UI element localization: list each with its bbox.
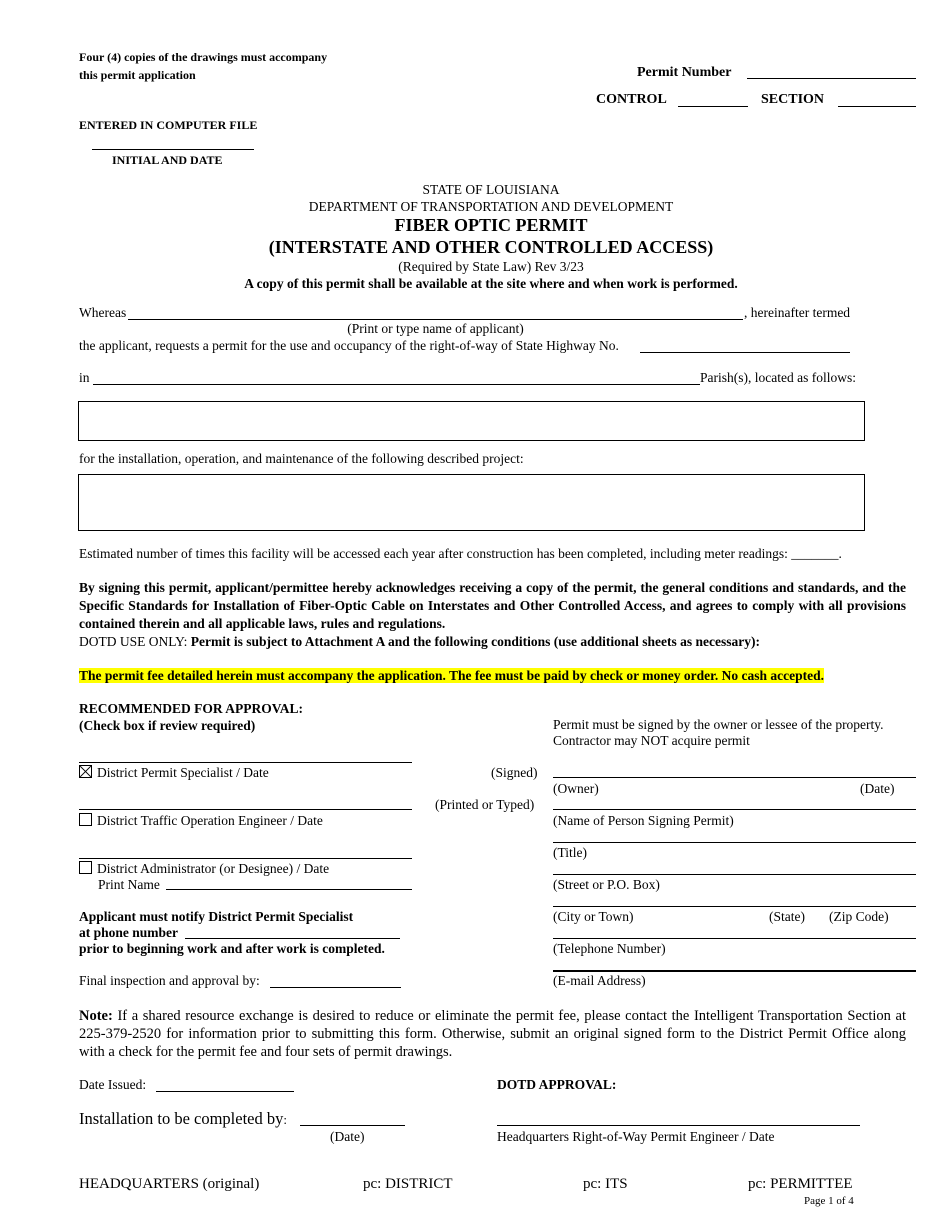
street-label: (Street or P.O. Box) (553, 877, 660, 892)
signed-label: (Signed) (491, 765, 538, 780)
traffic-engineer-label: District Traffic Operation Engineer / Date (97, 813, 323, 828)
entered-label: ENTERED IN COMPUTER FILE (79, 118, 258, 132)
notify-line-1: Applicant must notify District Permit Specialist (79, 909, 354, 924)
estimated-access-label: Estimated number of times this facility will be accessed each year after construction has been completed, including meter readings: _______. (79, 546, 842, 561)
initial-date-field[interactable] (92, 149, 254, 150)
district-admin-label: District Administrator (or Designee) / Date (97, 861, 330, 876)
print-name-field[interactable] (166, 889, 412, 890)
date-issued-field[interactable] (156, 1091, 294, 1092)
recommended-label: RECOMMENDED FOR APPROVAL: (79, 701, 303, 716)
title-block (0, 181, 950, 292)
district-admin-signature-line[interactable] (79, 858, 412, 859)
recommended-block (79, 700, 303, 734)
dotd-approval-label: DOTD APPROVAL: (497, 1077, 617, 1092)
required-by-law: (Required by State Law) Rev 3/23 (398, 259, 584, 274)
permit-specialist-signature-line[interactable] (79, 762, 412, 763)
pc-permittee-label: pc: PERMITTEE (748, 1176, 853, 1192)
permit-number-label: Permit Number (637, 65, 732, 80)
must-sign-line-2: Contractor may NOT acquire permit (553, 733, 750, 748)
fee-notice-text: The permit fee detailed herein must accompany the application. The fee must be paid by check or money order. No cash accepted. (79, 668, 824, 683)
hq-engineer-signature-line[interactable] (497, 1125, 860, 1126)
email-label: (E-mail Address) (553, 973, 646, 988)
owner-label: (Owner) (553, 781, 599, 796)
page-subtitle: (INTERSTATE AND OTHER CONTROLLED ACCESS) (268, 237, 714, 257)
final-inspection-label: Final inspection and approval by: (79, 973, 260, 988)
in-label: in (79, 370, 90, 385)
zip-label: (Zip Code) (829, 909, 889, 924)
traffic-engineer-checkbox[interactable] (79, 813, 92, 826)
installation-colon: : (283, 1112, 287, 1127)
must-sign-block (553, 717, 884, 749)
dotd-conditions: Permit is subject to Attachment A and the following conditions (use additional sheets as necessary): (190, 634, 761, 649)
initial-date-label: INITIAL AND DATE (112, 153, 223, 167)
district-admin-row (79, 861, 329, 877)
state-label: (State) (769, 909, 805, 924)
project-label: for the installation, operation, and maintenance of the following described project: (79, 451, 524, 466)
permit-specialist-checkbox[interactable] (79, 765, 92, 778)
city-line[interactable] (553, 906, 916, 907)
pc-district-label: pc: DISTRICT (363, 1176, 453, 1192)
telephone-line[interactable] (553, 938, 916, 939)
traffic-engineer-row (79, 813, 323, 829)
copy-note: A copy of this permit shall be available at the site where and when work is performed. (244, 276, 738, 291)
title-label: (Title) (553, 845, 588, 860)
city-label: (City or Town) (553, 909, 634, 924)
date-issued-label: Date Issued: (79, 1077, 147, 1092)
department-name: DEPARTMENT OF TRANSPORTATION AND DEVELOPMENT (308, 199, 674, 214)
notify-line-3: prior to beginning work and after work is completed. (79, 941, 385, 956)
control-field[interactable] (678, 106, 748, 107)
copies-line-2: this permit application (79, 68, 196, 82)
applicant-name-field[interactable] (128, 319, 743, 320)
district-admin-checkbox[interactable] (79, 861, 92, 874)
note-label: Note: (79, 1008, 113, 1024)
permit-specialist-label: District Permit Specialist / Date (97, 765, 269, 780)
title-line[interactable] (553, 842, 916, 843)
control-label: CONTROL (596, 92, 667, 107)
whereas-label: Whereas (79, 305, 127, 320)
notify-block (79, 909, 385, 957)
traffic-engineer-signature-line[interactable] (79, 809, 412, 810)
state-name: STATE OF LOUISIANA (422, 182, 560, 197)
acknowledgement: By signing this permit, applicant/permittee hereby acknowledges receiving a copy of the permit, the general conditions and standards, and the Specific Standards for Installation of Fiber-Optic Cable on Interstates and Other Controlled Access, and agrees to comply with all provisions contained therein and all applicable laws, rules and regulations. (79, 580, 906, 631)
phone-number-field[interactable] (185, 938, 400, 939)
project-description-textbox[interactable] (78, 474, 865, 531)
print-name-label: Print Name (98, 877, 160, 892)
permit-number-field[interactable] (747, 78, 916, 79)
section-label: SECTION (761, 92, 825, 107)
page-title: FIBER OPTIC PERMIT (394, 215, 588, 235)
section-field[interactable] (838, 106, 916, 107)
note-paragraph (79, 1007, 906, 1061)
notify-line-2: at phone number (79, 925, 179, 940)
name-signing-label: (Name of Person Signing Permit) (553, 813, 734, 828)
fee-notice (79, 668, 824, 684)
installation-label (79, 1109, 287, 1129)
hereinafter-label: , hereinafter termed (744, 305, 851, 320)
permit-specialist-row (79, 765, 269, 781)
installation-date-hint: (Date) (330, 1129, 365, 1144)
installation-text: Installation to be completed by (79, 1109, 284, 1128)
location-textbox[interactable] (78, 401, 865, 441)
copies-notice (79, 48, 327, 84)
applicant-requests-label: the applicant, requests a permit for the use and occupancy of the right-of-way of State Highway No. (79, 338, 619, 353)
owner-date-label: (Date) (860, 781, 895, 796)
page-number: Page 1 of 4 (804, 1195, 854, 1207)
name-signing-line[interactable] (553, 809, 916, 810)
must-sign-line-1: Permit must be signed by the owner or lessee of the property. (553, 717, 884, 732)
installation-date-field[interactable] (300, 1125, 405, 1126)
dotd-use-only (79, 634, 760, 650)
final-inspection-field[interactable] (270, 987, 401, 988)
parish-field[interactable] (93, 384, 700, 385)
street-line[interactable] (553, 874, 916, 875)
email-line[interactable] (553, 970, 916, 972)
hq-original-label: HEADQUARTERS (original) (79, 1176, 260, 1192)
pc-its-label: pc: ITS (583, 1176, 628, 1192)
parish-label: Parish(s), located as follows: (700, 370, 856, 385)
print-name-hint: (Print or type name of applicant) (347, 321, 524, 336)
highway-number-field[interactable] (640, 352, 850, 353)
printed-typed-label: (Printed or Typed) (435, 797, 535, 812)
copies-line-1: Four (4) copies of the drawings must accompany (79, 50, 328, 64)
hq-engineer-label: Headquarters Right-of-Way Permit Engineer / Date (497, 1129, 775, 1144)
telephone-label: (Telephone Number) (553, 941, 666, 956)
check-box-hint: (Check box if review required) (79, 718, 256, 733)
owner-signature-line[interactable] (553, 777, 916, 778)
dotd-use-only-label: DOTD USE ONLY: (79, 634, 191, 649)
note-text: If a shared resource exchange is desired to reduce or eliminate the permit fee, please contact the Intelligent Transportation Section at 225-379-2520 for information prior to submitting this form. Otherwise, submit an original signed form to the District Permit Office along with a check for the permit fee and four sets of permit drawings. (79, 1008, 906, 1060)
